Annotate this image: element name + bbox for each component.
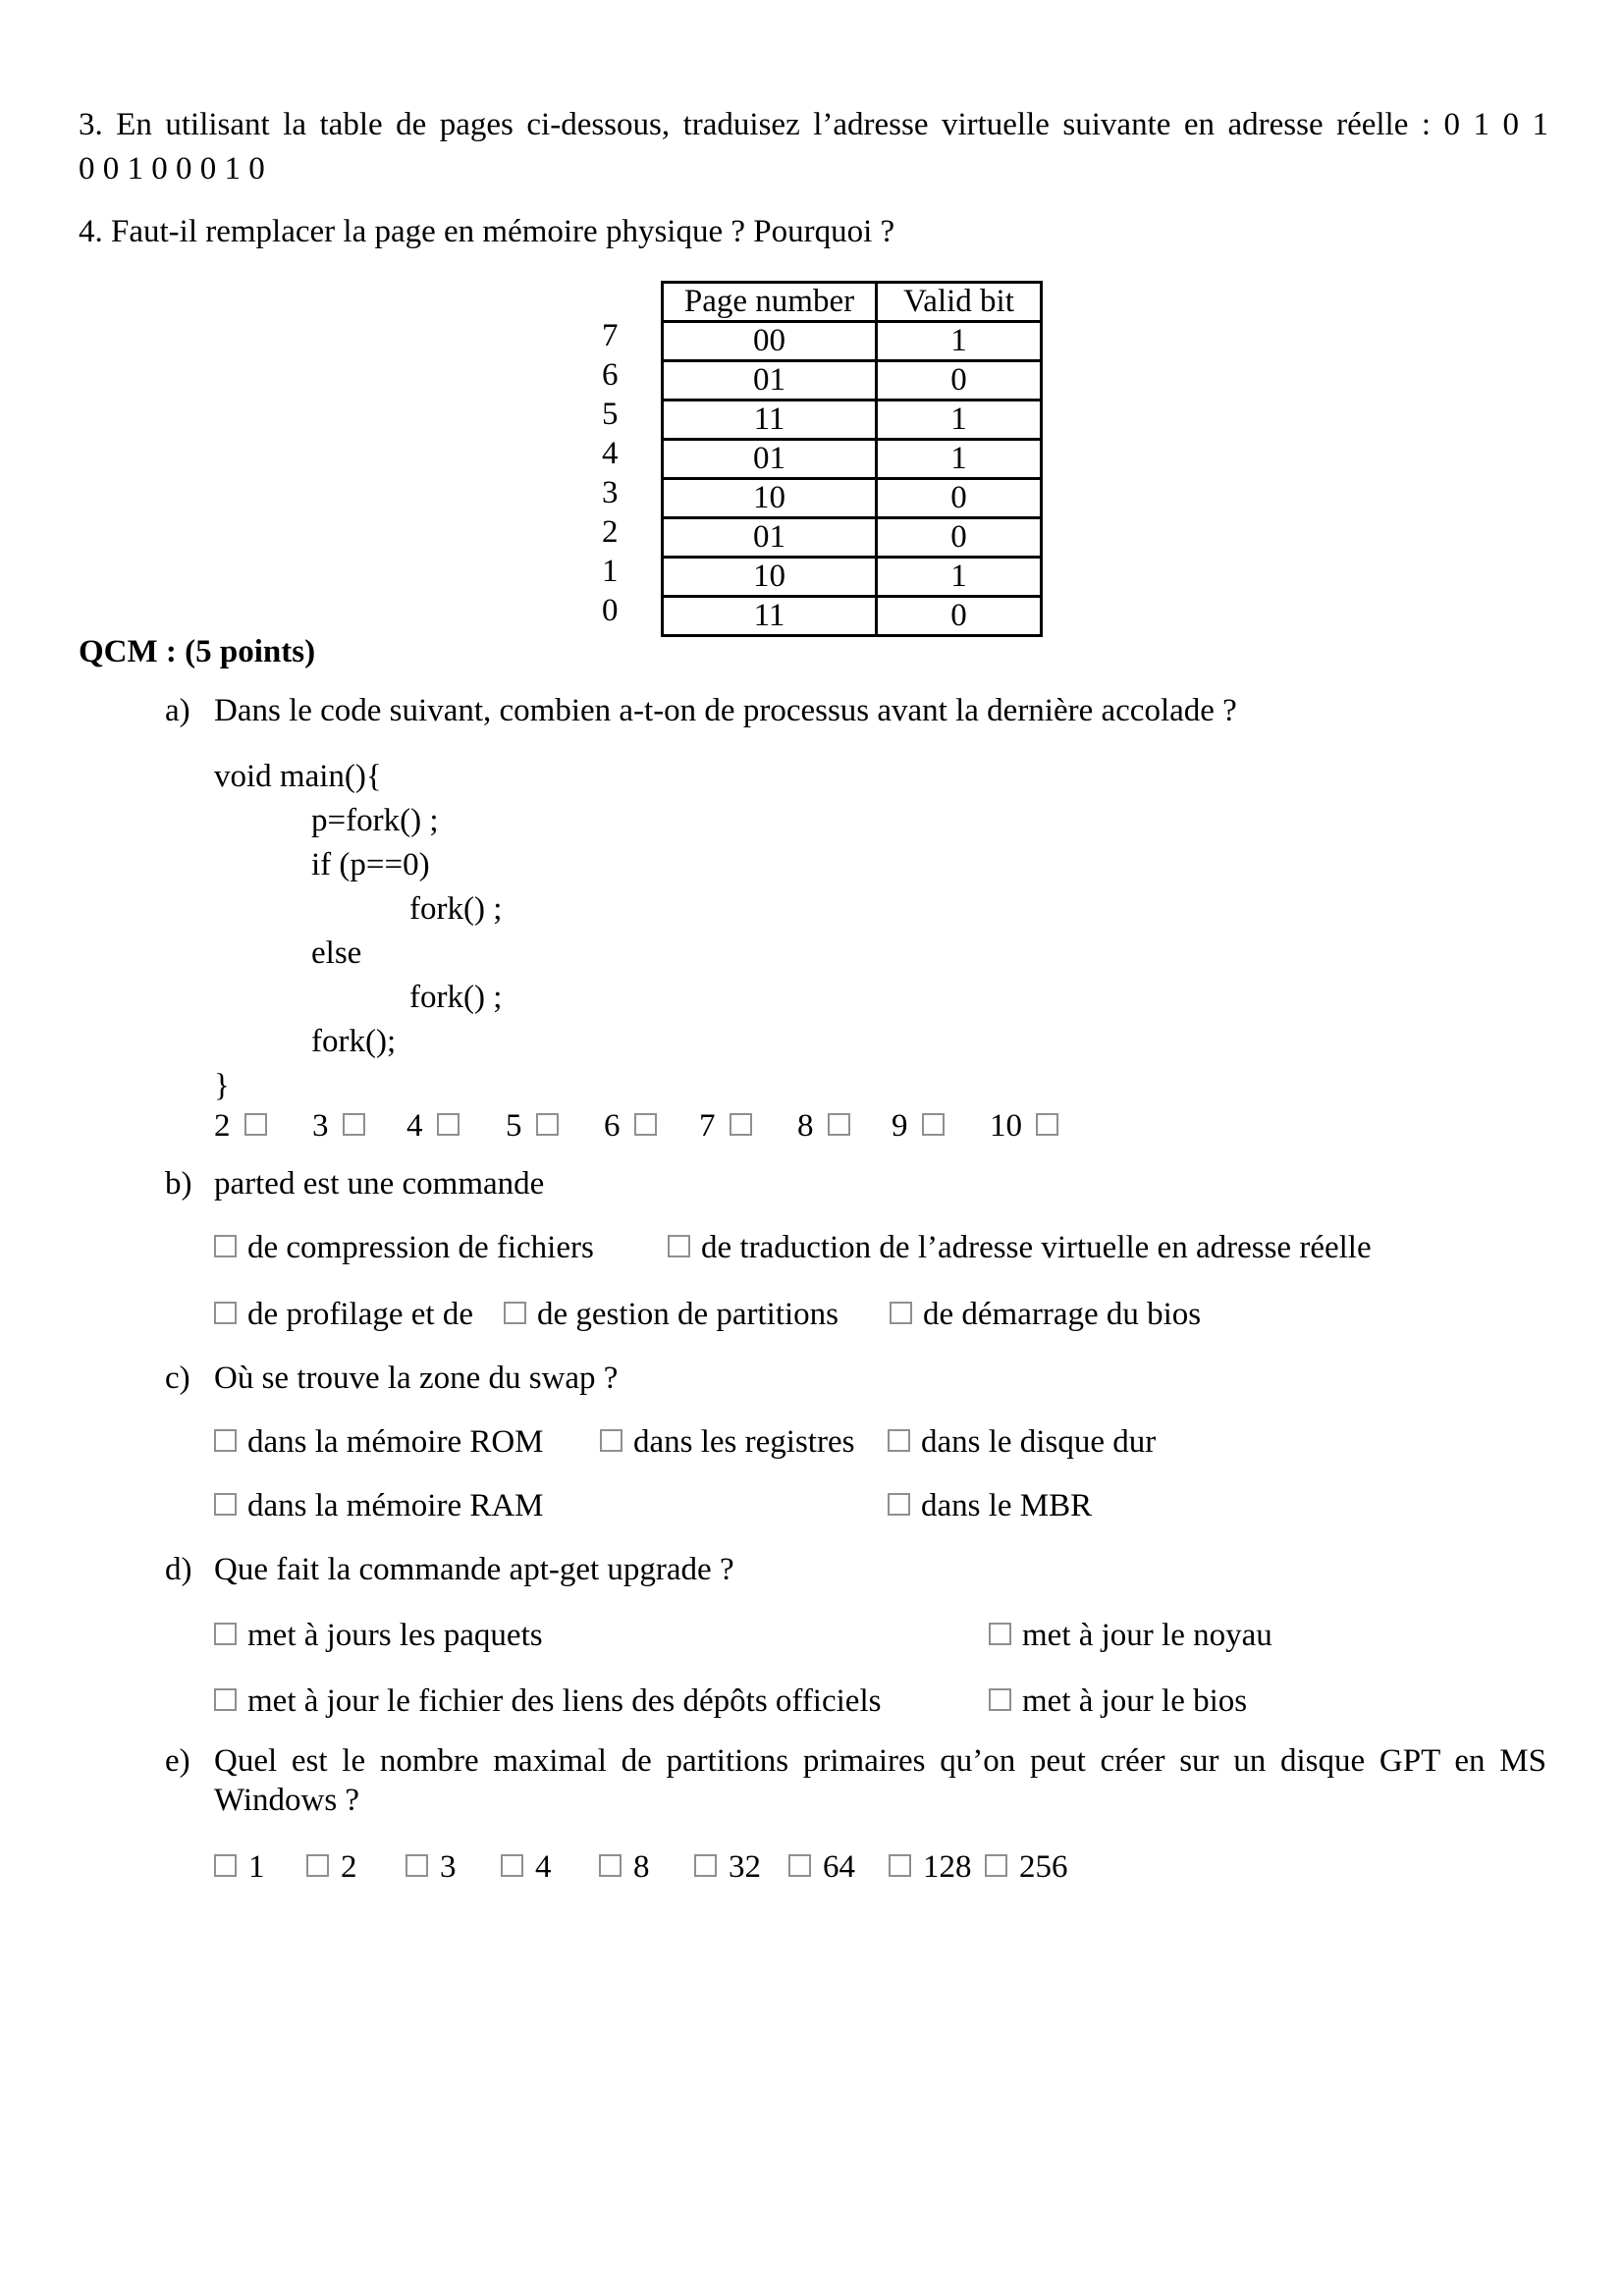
option-e-2: [306, 1845, 357, 1890]
checkbox[interactable]: [214, 1854, 237, 1877]
option-c-mbr: [888, 1484, 1092, 1528]
item-b-question: parted est une commande: [214, 1166, 545, 1201]
code-line: fork() ;: [409, 891, 503, 927]
checkbox[interactable]: [501, 1854, 523, 1877]
item-a-label: a): [165, 693, 190, 728]
checkbox[interactable]: [406, 1854, 428, 1877]
checkbox[interactable]: [989, 1688, 1011, 1711]
page-table-cell: 0: [877, 597, 1042, 636]
page-table-cell: 01: [663, 440, 877, 479]
code-line: fork() ;: [409, 980, 503, 1015]
option-label: 9: [892, 1108, 908, 1144]
checkbox[interactable]: [536, 1113, 559, 1136]
option-d-paquets: [214, 1614, 543, 1658]
checkbox[interactable]: [214, 1688, 237, 1711]
option-label: 2: [341, 1849, 357, 1885]
page-table-cell: 10: [663, 479, 877, 518]
option-e-3: [406, 1845, 457, 1890]
option-label: met à jour le bios: [1022, 1683, 1248, 1719]
table-row: [663, 597, 1042, 636]
checkbox[interactable]: [889, 1854, 911, 1877]
option-label: 4: [535, 1849, 552, 1885]
code-line: else: [311, 935, 362, 971]
qcm-item-d-question-row: [0, 1548, 1623, 1595]
page-table-header-row: [663, 283, 1042, 322]
table-row: [663, 558, 1042, 597]
item-a-options-row: [0, 1104, 1623, 1151]
item-e-question-line1: Quel est le nombre maximal de partitions primaires qu’on peut créer sur un disque GPT en MS: [214, 1743, 1546, 1779]
page-table-cell: 1: [877, 558, 1042, 597]
option-label: dans les registres: [633, 1424, 855, 1460]
option-label: 64: [823, 1849, 855, 1885]
item-d-question: Que fait la commande apt-get upgrade ?: [214, 1552, 734, 1587]
question-3: [79, 103, 1548, 191]
table-row: [663, 440, 1042, 479]
option-label: 3: [440, 1849, 457, 1885]
page-table-row-indices: [594, 281, 653, 630]
item-d-options-row-1: [0, 1614, 1623, 1661]
item-c-label: c): [165, 1361, 190, 1396]
option-a-4: [406, 1104, 460, 1148]
checkbox[interactable]: [214, 1493, 237, 1516]
qcm-item-c-question-row: [0, 1357, 1623, 1404]
item-b-options-row-2: [0, 1293, 1623, 1340]
option-label: 256: [1019, 1849, 1068, 1885]
checkbox[interactable]: [788, 1854, 811, 1877]
option-a-7: [699, 1104, 752, 1148]
page-table-header-page-number: Page number: [663, 283, 877, 322]
option-label: 7: [699, 1108, 716, 1144]
question-4: 4. Faut-il remplacer la page en mémoire physique ? Pourquoi ?: [79, 214, 895, 249]
item-c-options-row-2: [0, 1484, 1623, 1531]
code-line: }: [214, 1068, 230, 1103]
checkbox[interactable]: [730, 1113, 752, 1136]
option-label: 5: [506, 1108, 522, 1144]
item-d-options-row-2: [0, 1680, 1623, 1727]
page-table-cell: 1: [877, 400, 1042, 440]
option-a-6: [604, 1104, 657, 1148]
checkbox[interactable]: [214, 1235, 237, 1257]
option-d-depots: [214, 1680, 881, 1724]
option-label: met à jour le fichier des liens des dépôts officiels: [247, 1683, 882, 1719]
option-label: 6: [604, 1108, 621, 1144]
checkbox[interactable]: [244, 1113, 267, 1136]
option-c-rom: [214, 1420, 544, 1465]
option-label: de profilage et de: [247, 1297, 473, 1332]
checkbox[interactable]: [989, 1623, 1011, 1645]
page-table-cell: 0: [877, 361, 1042, 400]
item-e-label: e): [165, 1743, 190, 1779]
item-e-options-row: [0, 1845, 1623, 1893]
option-label: met à jours les paquets: [247, 1618, 543, 1653]
page-table-cell: 11: [663, 400, 877, 440]
page-table-cell: 01: [663, 361, 877, 400]
checkbox[interactable]: [306, 1854, 329, 1877]
page-table-row-index: 3: [602, 475, 619, 510]
table-row: [663, 361, 1042, 400]
item-d-label: d): [165, 1552, 192, 1587]
checkbox[interactable]: [888, 1493, 910, 1516]
option-d-noyau: [989, 1614, 1272, 1658]
checkbox[interactable]: [600, 1429, 622, 1452]
option-label: de traduction de l’adresse virtuelle en adresse réelle: [701, 1230, 1372, 1265]
table-row: [663, 479, 1042, 518]
item-a-question: Dans le code suivant, combien a-t-on de processus avant la dernière accolade ?: [214, 693, 1237, 728]
option-e-128: [889, 1845, 972, 1890]
option-label: 8: [633, 1849, 650, 1885]
page-table-row-index: 5: [602, 397, 619, 432]
page-table-cell: 0: [877, 518, 1042, 558]
checkbox[interactable]: [214, 1302, 237, 1324]
option-e-8: [599, 1845, 650, 1890]
option-label: 3: [312, 1108, 329, 1144]
option-label: dans le disque dur: [921, 1424, 1157, 1460]
option-e-4: [501, 1845, 552, 1890]
page-table-row-index: 1: [602, 554, 619, 589]
code-block: [214, 755, 502, 1108]
option-c-ram: [214, 1484, 544, 1528]
table-row: [663, 400, 1042, 440]
checkbox[interactable]: [504, 1302, 526, 1324]
page-table-header-valid-bit: Valid bit: [877, 283, 1042, 322]
item-c-options-row-1: [0, 1420, 1623, 1468]
option-c-registres: [600, 1420, 854, 1465]
qcm-item-b-question-row: [0, 1162, 1623, 1209]
question-3-line1: 3. En utilisant la table de pages ci-dessous, traduisez l’adresse virtuelle suivante en adresse réelle : 0 1 0 1: [79, 107, 1548, 142]
option-label: dans la mémoire RAM: [247, 1488, 544, 1523]
option-label: dans le MBR: [921, 1488, 1093, 1523]
item-b-options-row-1: [0, 1226, 1623, 1273]
checkbox[interactable]: [343, 1113, 365, 1136]
option-b-gestion-partitions: [504, 1293, 839, 1337]
option-b-profilage: [214, 1293, 473, 1337]
code-line: if (p==0): [311, 847, 430, 882]
page-table-row-index: 4: [602, 436, 619, 471]
qcm-heading: QCM : (5 points): [79, 634, 316, 669]
option-label: 10: [990, 1108, 1022, 1144]
option-e-64: [788, 1845, 855, 1890]
option-label: 8: [797, 1108, 814, 1144]
checkbox[interactable]: [214, 1429, 237, 1452]
page-table-cell: 11: [663, 597, 877, 636]
item-b-label: b): [165, 1166, 192, 1201]
checkbox[interactable]: [1036, 1113, 1058, 1136]
checkbox[interactable]: [599, 1854, 622, 1877]
option-label: met à jour le noyau: [1022, 1618, 1272, 1653]
page-table-cell: 1: [877, 440, 1042, 479]
option-e-256: [985, 1845, 1068, 1890]
option-b-traduction: [668, 1226, 1372, 1270]
option-label: dans la mémoire ROM: [247, 1424, 544, 1460]
option-b-compression: [214, 1226, 594, 1270]
option-label: 2: [214, 1108, 231, 1144]
option-label: de compression de fichiers: [247, 1230, 594, 1265]
checkbox[interactable]: [922, 1113, 945, 1136]
checkbox[interactable]: [888, 1429, 910, 1452]
checkbox[interactable]: [634, 1113, 657, 1136]
option-a-2: [214, 1104, 267, 1148]
option-a-10: [990, 1104, 1058, 1148]
checkbox[interactable]: [437, 1113, 460, 1136]
code-line: fork();: [311, 1024, 397, 1059]
option-label: de démarrage du bios: [923, 1297, 1202, 1332]
page-table-row-index: 0: [602, 593, 619, 628]
code-line: p=fork() ;: [311, 803, 439, 838]
option-label: 4: [406, 1108, 423, 1144]
checkbox[interactable]: [985, 1854, 1007, 1877]
page-table-cell: 01: [663, 518, 877, 558]
item-c-question: Où se trouve la zone du swap ?: [214, 1361, 619, 1396]
table-row: [663, 322, 1042, 361]
page-table-cell: 00: [663, 322, 877, 361]
option-label: 32: [729, 1849, 761, 1885]
option-b-demarrage-bios: [890, 1293, 1201, 1337]
question-3-line2: 0 0 1 0 0 0 1 0: [79, 151, 265, 187]
code-line: void main(){: [214, 759, 382, 794]
page-table-cell: 1: [877, 322, 1042, 361]
checkbox[interactable]: [694, 1854, 717, 1877]
option-e-1: [214, 1845, 265, 1890]
checkbox[interactable]: [214, 1623, 237, 1645]
page-table-row-index: 7: [602, 318, 619, 353]
option-a-3: [312, 1104, 365, 1148]
page-table-row-index: 6: [602, 357, 619, 393]
checkbox[interactable]: [668, 1235, 690, 1257]
page-table: [661, 281, 1043, 637]
checkbox[interactable]: [828, 1113, 850, 1136]
option-a-8: [797, 1104, 850, 1148]
option-label: de gestion de partitions: [537, 1297, 839, 1332]
checkbox[interactable]: [890, 1302, 912, 1324]
option-d-bios: [989, 1680, 1247, 1724]
option-a-9: [892, 1104, 945, 1148]
option-e-32: [694, 1845, 761, 1890]
qcm-item-e-question-row: [0, 1741, 1623, 1836]
page-table-row-index: 2: [602, 514, 619, 550]
page-table-cell: 10: [663, 558, 877, 597]
qcm-item-a-question-row: [0, 689, 1623, 736]
item-e-question-line2: Windows ?: [214, 1783, 360, 1818]
page-table-cell: 0: [877, 479, 1042, 518]
table-row: [663, 518, 1042, 558]
option-a-5: [506, 1104, 559, 1148]
option-c-disque-dur: [888, 1420, 1156, 1465]
option-label: 1: [248, 1849, 265, 1885]
option-label: 128: [923, 1849, 972, 1885]
